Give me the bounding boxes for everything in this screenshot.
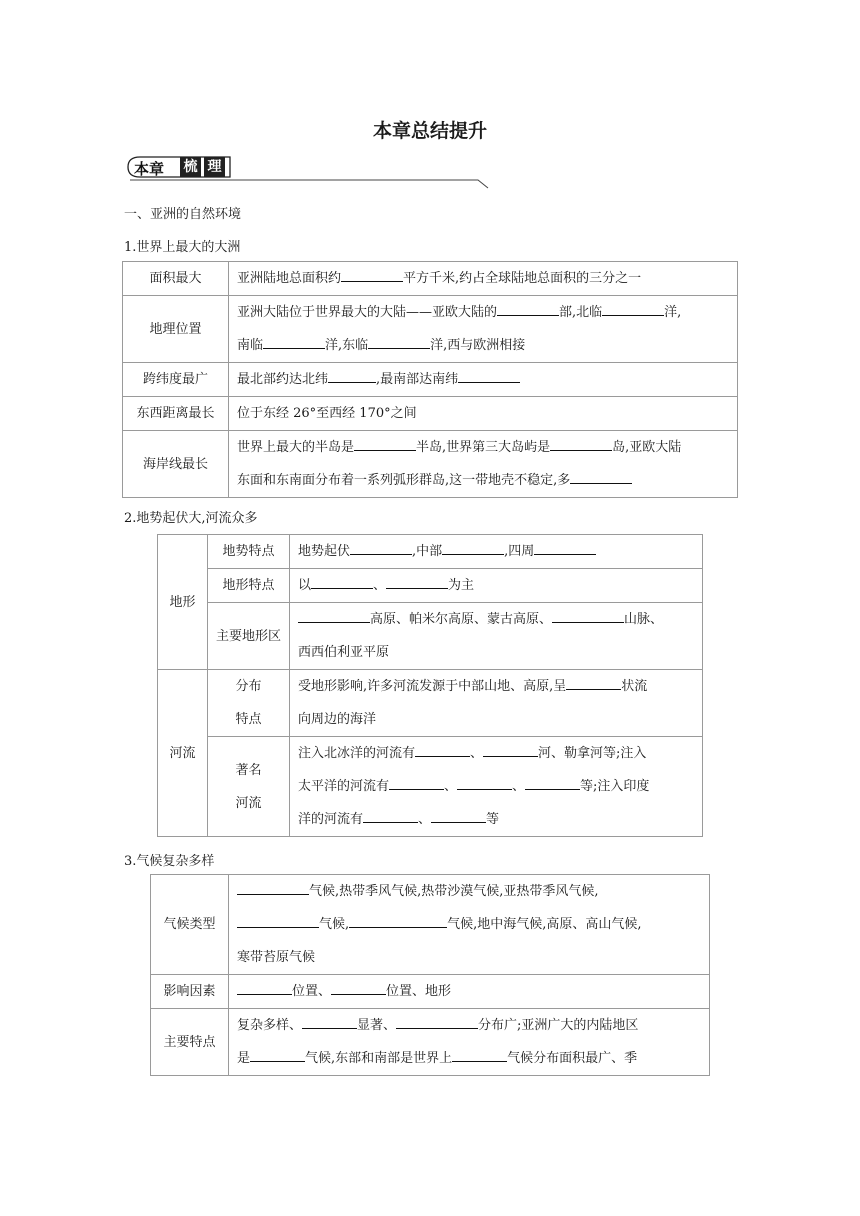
table-row — [123, 262, 738, 296]
fill-blank[interactable] — [328, 368, 376, 383]
row-label: 著名 河流 — [208, 737, 290, 837]
fill-blank[interactable] — [396, 1014, 478, 1029]
table-row — [151, 875, 710, 975]
fill-blank[interactable] — [457, 775, 512, 790]
terrain-rivers-table — [157, 534, 703, 837]
fill-blank[interactable] — [350, 540, 412, 555]
fill-blank[interactable] — [302, 1014, 357, 1029]
table-row — [123, 363, 738, 397]
row-content: 高原、帕米尔高原、蒙古高原、 山脉、 西西伯利亚平原 — [290, 603, 703, 670]
row-label: 地势特点 — [208, 535, 290, 569]
fill-blank[interactable] — [552, 608, 624, 623]
fill-blank[interactable] — [442, 540, 504, 555]
row-content: 世界上最大的半岛是 半岛,世界第三大岛屿是 岛,亚欧大陆 东面和东南面分布着一系列弧形群岛,这一带地壳不稳定,多 — [229, 431, 738, 498]
fill-blank[interactable] — [570, 469, 632, 484]
row-content: 受地形影响,许多河流发源于中部山地、高原,呈 状流 向周边的海洋 — [290, 670, 703, 737]
part2-heading: 2.地势起伏大,河流众多 — [124, 511, 258, 526]
row-label: 海岸线最长 — [123, 431, 229, 498]
row-content: 位置、 位置、地形 — [229, 975, 710, 1009]
section-banner — [126, 156, 496, 190]
row-content: 注入北冰洋的河流有 、 河、勒拿河等;注入 太平洋的河流有 、 、 等;注入印度 洋的河流有 、 等 — [290, 737, 703, 837]
row-content: 以 、 为主 — [290, 569, 703, 603]
fill-blank[interactable] — [458, 368, 520, 383]
fill-blank[interactable] — [368, 334, 430, 349]
fill-blank[interactable] — [354, 436, 416, 451]
fill-blank[interactable] — [349, 913, 447, 928]
banner-box-2: 理 — [204, 157, 225, 177]
fill-blank[interactable] — [237, 980, 292, 995]
table-row — [158, 569, 703, 603]
row-label: 地理位置 — [123, 296, 229, 363]
row-content: 亚洲大陆位于世界最大的大陆——亚欧大陆的 部,北临 洋, 南临 洋,东临 洋,西与欧洲相接 — [229, 296, 738, 363]
fill-blank[interactable] — [389, 775, 444, 790]
fill-blank[interactable] — [386, 574, 448, 589]
row-label: 地形特点 — [208, 569, 290, 603]
fill-blank[interactable] — [237, 913, 319, 928]
row-label: 主要特点 — [151, 1009, 229, 1076]
table-row — [123, 431, 738, 498]
table-row — [123, 397, 738, 431]
fill-blank[interactable] — [483, 742, 538, 757]
table-row — [151, 1009, 710, 1076]
table-row — [158, 603, 703, 670]
row-label: 影响因素 — [151, 975, 229, 1009]
table-row — [158, 535, 703, 569]
banner-box-1: 梳 — [180, 157, 201, 177]
table-row — [158, 737, 703, 837]
row-label: 面积最大 — [123, 262, 229, 296]
row-label: 气候类型 — [151, 875, 229, 975]
fill-blank[interactable] — [250, 1047, 305, 1062]
table-row — [123, 296, 738, 363]
fill-blank[interactable] — [311, 574, 373, 589]
group-label: 河流 — [158, 670, 208, 837]
page-title: 本章总结提升 — [372, 120, 487, 142]
row-label: 主要地形区 — [208, 603, 290, 670]
section-heading: 一、亚洲的自然环境 — [124, 207, 242, 222]
group-label: 地形 — [158, 535, 208, 670]
table-row — [158, 670, 703, 737]
continent-table — [122, 261, 738, 498]
fill-blank[interactable] — [431, 808, 486, 823]
row-content: 最北部约达北纬 ,最南部达南纬 — [229, 363, 738, 397]
fill-blank[interactable] — [237, 880, 309, 895]
fill-blank[interactable] — [263, 334, 325, 349]
fill-blank[interactable] — [363, 808, 418, 823]
fill-blank[interactable] — [298, 608, 370, 623]
banner-lead: 本章 — [134, 160, 165, 178]
fill-blank[interactable] — [550, 436, 612, 451]
fill-blank[interactable] — [566, 675, 621, 690]
part3-heading: 3.气候复杂多样 — [124, 854, 215, 869]
row-label: 跨纬度最广 — [123, 363, 229, 397]
fill-blank[interactable] — [415, 742, 470, 757]
fill-blank[interactable] — [534, 540, 596, 555]
row-content: 气候,热带季风气候,热带沙漠气候,亚热带季风气候, 气候, 气候,地中海气候,高原、高山气候, 寒带苔原气候 — [229, 875, 710, 975]
fill-blank[interactable] — [331, 980, 386, 995]
row-content: 亚洲陆地总面积约 平方千米,约占全球陆地总面积的三分之一 — [229, 262, 738, 296]
climate-table — [150, 874, 710, 1076]
fill-blank[interactable] — [602, 301, 664, 316]
row-content: 位于东经 26°至西经 170°之间 — [229, 397, 738, 431]
row-label: 东西距离最长 — [123, 397, 229, 431]
fill-blank[interactable] — [497, 301, 559, 316]
row-content: 复杂多样、 显著、 分布广;亚洲广大的内陆地区 是 气候,东部和南部是世界上 气候分布面积最广、季 — [229, 1009, 710, 1076]
row-label: 分布 特点 — [208, 670, 290, 737]
fill-blank[interactable] — [452, 1047, 507, 1062]
fill-blank[interactable] — [341, 267, 403, 282]
row-content: 地势起伏 ,中部 ,四周 — [290, 535, 703, 569]
part1-heading: 1.世界上最大的大洲 — [124, 240, 241, 255]
table-row — [151, 975, 710, 1009]
fill-blank[interactable] — [525, 775, 580, 790]
